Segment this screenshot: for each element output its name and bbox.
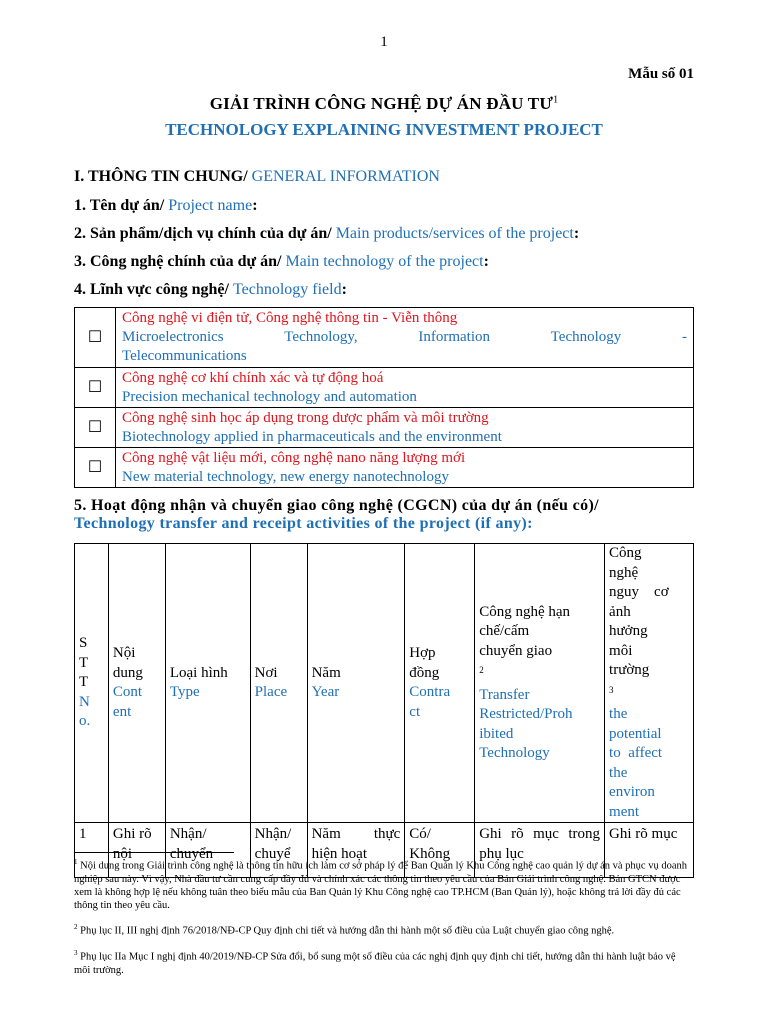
footnote-ref: 2 xyxy=(479,665,484,675)
item-technology-transfer: 5. Hoạt động nhận và chuyển giao công nghệ (CGCN) của dự án (nếu có)/ Technology transfer and receipt activities of the project (if any): xyxy=(74,497,599,532)
technology-field-cell xyxy=(116,308,694,368)
item-project-name: 1. Tên dự án/ Project name: xyxy=(74,197,258,214)
header-type: Loại hình Type xyxy=(165,544,250,823)
header-stt: S T T N o. xyxy=(75,544,109,823)
checkbox[interactable]: ☐ xyxy=(75,408,116,448)
technology-field-row xyxy=(75,368,694,408)
footnote-3: $^3$ Phụ lục IIa Mục I nghị định 40/2019/NĐ-CP Sửa đổi, bổ sung một số điều của các nghị định quy định chi tiết, hướng dẫn thi hành luật bảo vệ môi trường. xyxy=(74,949,676,976)
table-cell: Nhận/ chuyể xyxy=(250,823,307,878)
technology-field-row xyxy=(75,448,694,488)
field-label-en: Microelectronics Technology, Information Technology - xyxy=(122,329,687,345)
table-header-row xyxy=(75,544,694,823)
footnote-ref: 3 xyxy=(609,684,614,695)
header-place: Nơi Place xyxy=(250,544,307,823)
footnote-separator xyxy=(74,852,234,853)
technology-transfer-table xyxy=(74,543,694,878)
item-main-products: 2. Sản phẩm/dịch vụ chính của dự án/ Main products/services of the project: xyxy=(74,225,580,242)
field-label-vi: Công nghệ sinh học áp dụng trong dược phẩm và môi trường xyxy=(122,409,489,426)
technology-field-row xyxy=(75,308,694,368)
item-main-technology: 3. Công nghệ chính của dự án/ Main technology of the project: xyxy=(74,253,489,270)
form-number: Mẫu số 01 xyxy=(628,66,694,82)
section-general-information: I. THÔNG TIN CHUNG/ GENERAL INFORMATION xyxy=(74,168,440,185)
table-cell: Nhận/ chuyển xyxy=(165,823,250,878)
field-label-en-line2: Telecommunications xyxy=(122,348,247,364)
checkbox[interactable]: ☐ xyxy=(75,448,116,488)
field-label-en: New material technology, new energy nanotechnology xyxy=(122,468,449,485)
checkbox[interactable]: ☐ xyxy=(75,308,116,368)
document-title-vi: GIẢI TRÌNH CÔNG NGHỆ DỰ ÁN ĐẦU $TƯ^1$ xyxy=(209,94,559,113)
table-cell: Ghi rõ mục xyxy=(605,823,694,878)
field-label-en: Biotechnology applied in pharmaceuticals and the environment xyxy=(122,428,502,445)
field-label-vi: Công nghệ cơ khí chính xác và tự động hoá xyxy=(122,369,384,386)
header-content: Nội dung Cont ent xyxy=(108,544,165,823)
technology-field-cell xyxy=(116,448,694,488)
document-title-en: TECHNOLOGY EXPLAINING INVESTMENT PROJECT xyxy=(165,120,603,139)
table-cell: Năm thực hiện hoạt xyxy=(307,823,405,878)
footnote-ref: 1 xyxy=(553,94,559,106)
footnote-1: $^1$ Nội dung trong Giải trình công nghệ là thông tin hữu ích làm cơ sở pháp lý để Ban Quản lý Khu Công nghệ cao quản lý dự án và phục vụ doanh nghiệp sau này. Vì vậy, Nhà đầu tư cần cung cấp đầy đủ và chính xác các thông tin theo yêu cầu của Bản Giải trình công nghệ. Bản GTCN được xem là không hợp lệ nếu không tuân theo biểu mẫu của Ban Quản lý Khu Công nghệ cao TP.HCM (Ban Quản lý), hoặc không trả lời đầy đủ các thông tin theo yêu cầu. xyxy=(74,858,688,911)
technology-field-cell xyxy=(116,368,694,408)
field-label-en: Precision mechanical technology and automation xyxy=(122,388,417,405)
footnote-2: $^2$ Phụ lục II, III nghị định 76/2018/NĐ-CP Quy định chi tiết và hướng dẫn thi hành một số điều của Luật chuyển giao công nghệ. xyxy=(74,923,615,937)
table-cell: Ghi rõ mục trong phụ lục xyxy=(475,823,605,878)
table-cell: Có/ Không xyxy=(405,823,475,878)
header-restricted-technology: Công nghệ hạn chế/cấm chuyển giao $^2$ Transfer Restricted/Proh ibited Technology xyxy=(475,544,605,823)
technology-field-cell xyxy=(116,408,694,448)
page-number: 1 xyxy=(380,34,388,50)
header-contract: Hợp đồng Contra ct xyxy=(405,544,475,823)
field-label-vi: Công nghệ vi điện tử, Công nghệ thông tin - Viễn thông xyxy=(122,310,458,326)
table-cell: 1 xyxy=(75,823,109,878)
header-environmental-risk: Công nghệ nguy cơ ảnh hưởng môi trường $^3$ the potential to affect the environ ment xyxy=(605,544,694,823)
technology-field-row xyxy=(75,408,694,448)
checkbox[interactable]: ☐ xyxy=(75,368,116,408)
item-technology-field: 4. Lĩnh vực công nghệ/ Technology field: xyxy=(74,281,347,298)
table-cell: Ghi rõ nội xyxy=(108,823,165,878)
header-year: Năm Year xyxy=(307,544,405,823)
technology-field-table xyxy=(74,307,694,488)
field-label-vi: Công nghệ vật liệu mới, công nghệ nano năng lượng mới xyxy=(122,449,466,466)
